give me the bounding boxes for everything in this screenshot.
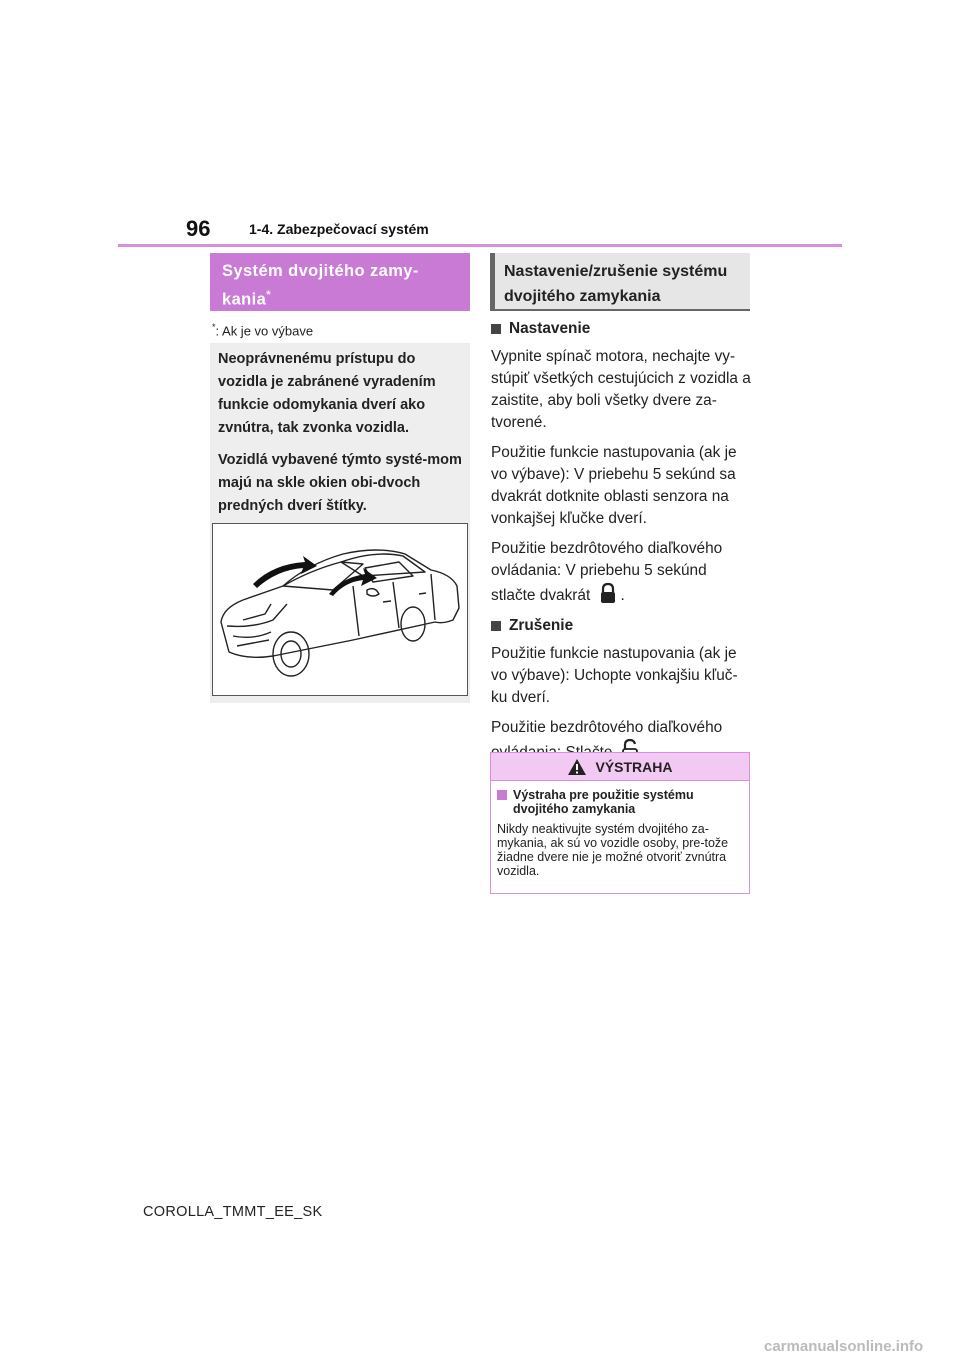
watermark: carmanualsonline.info bbox=[764, 1338, 924, 1355]
page-number: 96 bbox=[186, 216, 211, 241]
paragraph-2: Použitie funkcie nastupovania (ak je vo výbave): V priebehu 5 sekúnd sa dvakrát dotknite oblasti senzora na vonkajšej kľučke dverí. bbox=[491, 444, 737, 527]
warning-text: Nikdy neaktivujte systém dvojitého za-mykania, ak sú vo vozidle osoby, pre-tože žiadne dvere nie je možné otvoriť zvnútra vozidla. bbox=[497, 822, 729, 878]
info-paragraph-2: Vozidlá vybavené týmto systé-mom majú na skle okien obi-dvoch predných dverí štítky. bbox=[218, 452, 462, 514]
paragraph-5-text: Použitie bezdrôtového diaľkového bbox=[491, 719, 723, 736]
paragraph-3 bbox=[491, 538, 753, 607]
warning-header bbox=[491, 753, 749, 781]
left-heading-mark: * bbox=[266, 289, 271, 301]
info-text bbox=[218, 348, 466, 527]
header-rule bbox=[118, 244, 842, 247]
paragraph-3-end: . bbox=[620, 587, 625, 604]
right-section-heading: Nastavenie/zrušenie systému dvojitého zamykania bbox=[490, 253, 750, 311]
subheading-nastavenie-label: Nastavenie bbox=[509, 320, 591, 337]
info-paragraph-1: Neoprávnenému prístupu do vozidla je zabránené vyradením funkcie odomykania dverí ako zvnútra, tak zvonka vozidla. bbox=[218, 351, 436, 436]
paragraph-1: Vypnite spínač motora, nechajte vy-stúpiť všetkých cestujúcich z vozidla a zaistite, aby boli všetky dvere za-tvorené. bbox=[491, 348, 751, 431]
footnote-text: : Ak je vo výbave bbox=[215, 323, 314, 339]
subheading-zrusenie-label: Zrušenie bbox=[509, 617, 574, 634]
bullet-square bbox=[491, 621, 501, 631]
bullet-square bbox=[497, 790, 507, 800]
paragraph-3-text: Použitie bezdrôtového diaľkového ovládania: V priebehu 5 sekúnd stlačte dvakrát bbox=[491, 540, 723, 604]
subheading-zrusenie bbox=[491, 615, 753, 637]
warning-triangle-icon bbox=[567, 758, 587, 776]
subheading-nastavenie bbox=[491, 318, 753, 340]
lock-icon bbox=[599, 582, 617, 604]
paragraph-4: Použitie funkcie nastupovania (ak je vo výbave): Uchopte vonkajšiu kľuč-ku dverí. bbox=[491, 645, 738, 706]
section-title: 1-4. Zabezpečovací systém bbox=[249, 221, 429, 237]
right-column-body bbox=[491, 318, 753, 772]
footnote-mark: * bbox=[212, 322, 216, 332]
warning-subheading-text: Výstraha pre použitie systému dvojitého zamykania bbox=[513, 788, 694, 816]
warning-subheading bbox=[497, 788, 745, 816]
footnote bbox=[212, 322, 313, 338]
document-code: COROLLA_TMMT_EE_SK bbox=[143, 1204, 323, 1220]
car-illustration bbox=[212, 523, 468, 696]
car-drawing bbox=[213, 524, 467, 695]
warning-body bbox=[497, 788, 745, 878]
warning-title: VÝSTRAHA bbox=[595, 758, 673, 775]
left-heading-line2: kania bbox=[222, 290, 267, 309]
left-heading-line1: Systém dvojitého zamy- bbox=[222, 262, 419, 280]
bullet-square bbox=[491, 324, 501, 334]
left-section-heading bbox=[210, 253, 470, 311]
